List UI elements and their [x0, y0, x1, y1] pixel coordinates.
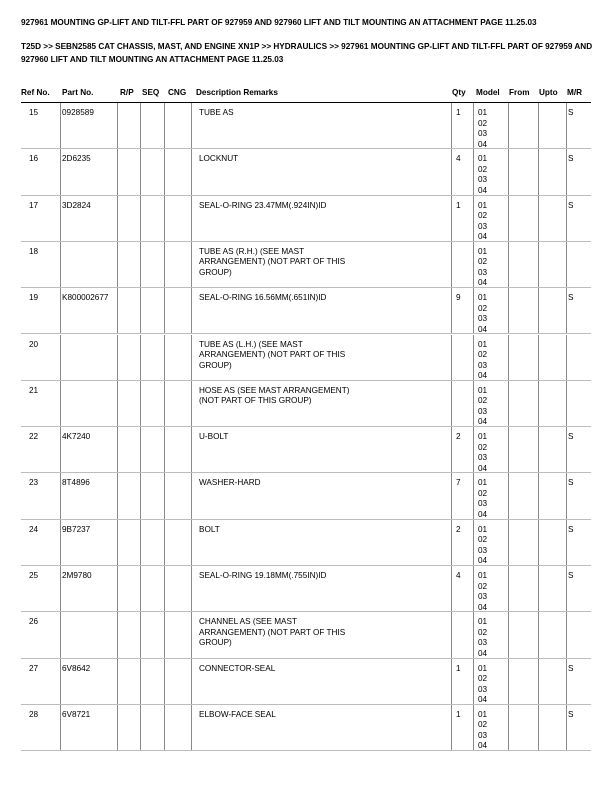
column-divider [117, 520, 118, 566]
column-divider [117, 427, 118, 473]
header-rp: R/P [120, 88, 134, 97]
column-divider [117, 196, 118, 242]
table-row [21, 705, 591, 751]
column-divider [451, 381, 452, 427]
ref-no-cell: 22 [29, 432, 39, 442]
column-divider [451, 288, 452, 334]
column-divider [164, 335, 165, 381]
model-cell [478, 386, 487, 428]
table-row [21, 242, 591, 288]
column-divider [60, 149, 61, 195]
column-divider [117, 288, 118, 334]
column-divider [164, 288, 165, 334]
column-divider [451, 335, 452, 381]
model-code: 04 [478, 371, 488, 380]
table-row [21, 473, 591, 519]
column-divider [508, 427, 509, 473]
row-divider [21, 750, 591, 751]
ref-no-cell: 20 [29, 339, 39, 349]
column-divider [191, 520, 192, 566]
header-seq: SEQ [142, 88, 160, 97]
header-description: Description Remarks [196, 88, 278, 97]
mr-cell: S [568, 293, 574, 303]
column-divider [117, 473, 118, 519]
column-divider [140, 473, 141, 519]
column-divider [117, 149, 118, 195]
column-divider [60, 659, 61, 705]
column-divider [117, 566, 118, 612]
ref-no-cell: 27 [29, 663, 39, 673]
ref-no-cell: 18 [29, 246, 39, 256]
part-no-cell: 8T4896 [62, 478, 90, 488]
column-divider [140, 381, 141, 427]
model-code: 04 [478, 185, 488, 195]
column-divider [164, 196, 165, 242]
model-code: 01 [478, 200, 488, 210]
header-ref-no: Ref No. [21, 88, 50, 97]
column-divider [566, 381, 567, 427]
column-divider [508, 381, 509, 427]
model-code: 03 [478, 545, 488, 555]
description-cell: HOSE AS (SEE MAST ARRANGEMENT) (NOT PART OF THIS GROUP) [199, 385, 350, 406]
model-code: 03 [478, 684, 488, 694]
column-divider [191, 473, 192, 519]
part-no-cell: 9B7237 [62, 524, 91, 534]
column-divider [60, 288, 61, 334]
table-row [21, 381, 591, 427]
model-code: 01 [478, 571, 488, 580]
column-divider [473, 196, 474, 242]
model-code: 03 [478, 499, 488, 509]
description-cell: U-BOLT [199, 432, 229, 442]
column-divider [191, 242, 192, 288]
table-row [21, 427, 591, 473]
column-divider [164, 705, 165, 751]
column-divider [473, 659, 474, 705]
column-divider [140, 566, 141, 612]
model-code: 04 [478, 139, 488, 149]
column-divider [451, 427, 452, 473]
column-divider [473, 520, 474, 566]
model-code: 02 [478, 164, 488, 174]
column-divider [566, 473, 567, 519]
model-code: 03 [478, 453, 488, 463]
column-divider [191, 196, 192, 242]
model-code: 03 [478, 175, 488, 185]
column-divider [473, 103, 474, 149]
column-divider [451, 612, 452, 658]
model-code: 02 [478, 211, 488, 221]
column-divider [473, 473, 474, 519]
column-divider [60, 520, 61, 566]
description-cell: WASHER-HARD [199, 478, 261, 488]
part-no-cell: K800002677 [62, 293, 109, 303]
column-divider [140, 659, 141, 705]
column-divider [60, 335, 61, 381]
model-code: 04 [478, 324, 488, 334]
column-divider [508, 566, 509, 612]
header-part-no: Part No. [62, 88, 94, 97]
column-divider [140, 242, 141, 288]
column-divider [451, 242, 452, 288]
mr-cell: S [568, 571, 574, 580]
model-code: 01 [478, 663, 488, 673]
part-no-cell: 0928589 [62, 108, 94, 117]
header-qty: Qty [452, 88, 466, 97]
column-divider [164, 566, 165, 612]
column-divider [164, 149, 165, 195]
table-row [21, 612, 591, 658]
column-divider [451, 520, 452, 566]
model-code: 01 [478, 108, 488, 117]
qty-cell: 1 [456, 200, 461, 210]
model-cell [478, 340, 487, 382]
column-divider [508, 335, 509, 381]
model-code: 04 [478, 648, 488, 658]
column-divider [566, 196, 567, 242]
column-divider [538, 612, 539, 658]
model-cell [478, 432, 487, 474]
description-cell: ELBOW-FACE SEAL [199, 709, 276, 719]
header-from: From [509, 88, 530, 97]
model-code: 03 [478, 360, 488, 370]
qty-cell: 2 [456, 432, 461, 442]
qty-cell: 1 [456, 108, 461, 117]
column-divider [191, 427, 192, 473]
column-divider [60, 705, 61, 751]
column-divider [164, 520, 165, 566]
column-divider [538, 659, 539, 705]
column-divider [508, 612, 509, 658]
column-divider [451, 705, 452, 751]
table-row [21, 335, 591, 381]
model-code: 01 [478, 709, 488, 719]
column-divider [473, 149, 474, 195]
column-divider [508, 473, 509, 519]
column-divider [538, 242, 539, 288]
column-divider [140, 612, 141, 658]
model-cell [478, 617, 487, 659]
header-model: Model [476, 88, 500, 97]
column-divider [508, 659, 509, 705]
model-code: 03 [478, 314, 488, 324]
column-divider [508, 196, 509, 242]
column-divider [117, 242, 118, 288]
model-code: 01 [478, 617, 488, 627]
part-no-cell: 6V8642 [62, 663, 91, 673]
model-code: 02 [478, 581, 488, 591]
model-code: 04 [478, 695, 488, 705]
table-row [21, 196, 591, 242]
model-code: 01 [478, 385, 488, 395]
description-cell: CHANNEL AS (SEE MAST ARRANGEMENT) (NOT PART OF THIS GROUP) [199, 617, 346, 648]
column-divider [538, 288, 539, 334]
mr-cell: S [568, 709, 574, 719]
column-divider [117, 381, 118, 427]
ref-no-cell: 15 [29, 108, 39, 117]
description-cell: LOCKNUT [199, 154, 239, 164]
column-divider [508, 149, 509, 195]
column-divider [117, 335, 118, 381]
model-code: 02 [478, 720, 488, 730]
mr-cell: S [568, 663, 574, 673]
ref-no-cell: 25 [29, 571, 39, 580]
model-code: 04 [478, 509, 488, 519]
description-cell: SEAL-O-RING 19.18MM(.755IN)ID [199, 571, 327, 580]
column-divider [566, 659, 567, 705]
column-divider [538, 103, 539, 149]
model-cell [478, 525, 487, 567]
column-divider [140, 103, 141, 149]
column-divider [473, 288, 474, 334]
model-code: 02 [478, 257, 488, 267]
model-code: 03 [478, 267, 488, 277]
mr-cell: S [568, 478, 574, 488]
qty-cell: 2 [456, 524, 461, 534]
qty-cell: 4 [456, 154, 461, 164]
header-cng: CNG [168, 88, 187, 97]
model-code: 02 [478, 442, 488, 452]
part-no-cell: 6V8721 [62, 709, 91, 719]
ref-no-cell: 24 [29, 524, 39, 534]
model-cell [478, 201, 487, 243]
description-cell: TUBE AS [199, 108, 234, 117]
column-divider [566, 520, 567, 566]
qty-cell: 4 [456, 571, 461, 580]
column-divider [191, 288, 192, 334]
column-divider [473, 242, 474, 288]
mr-cell: S [568, 524, 574, 534]
ref-no-cell: 19 [29, 293, 39, 303]
model-code: 02 [478, 118, 488, 128]
column-divider [473, 335, 474, 381]
column-divider [164, 427, 165, 473]
model-code: 03 [478, 406, 488, 416]
column-divider [140, 196, 141, 242]
model-code: 03 [478, 129, 488, 138]
part-no-cell: 2D6235 [62, 154, 91, 164]
model-cell [478, 664, 487, 706]
column-divider [451, 473, 452, 519]
column-divider [60, 566, 61, 612]
column-divider [60, 612, 61, 658]
model-cell [478, 478, 487, 520]
column-divider [117, 103, 118, 149]
column-divider [508, 288, 509, 334]
column-divider [164, 659, 165, 705]
column-divider [473, 566, 474, 612]
column-divider [117, 659, 118, 705]
qty-cell: 1 [456, 663, 461, 673]
model-cell [478, 571, 487, 613]
ref-no-cell: 17 [29, 200, 39, 210]
model-code: 01 [478, 154, 488, 164]
model-code: 02 [478, 488, 488, 498]
column-divider [538, 196, 539, 242]
column-divider [140, 149, 141, 195]
column-divider [566, 705, 567, 751]
ref-no-cell: 23 [29, 478, 39, 488]
column-divider [538, 335, 539, 381]
model-code: 04 [478, 602, 488, 612]
model-code: 02 [478, 303, 488, 313]
column-divider [191, 335, 192, 381]
model-code: 03 [478, 730, 488, 740]
breadcrumb: T25D >> SEBN2585 CAT CHASSIS, MAST, AND ENGINE XN1P >> HYDRAULICS >> 927961 MOUNTING GP-LIFT AND TILT-FFL PART OF 927959 AND 927960 LIFT AND TILT MOUNTING AN ATTACHMENT PAGE 11.25.03 [21, 42, 593, 64]
ref-no-cell: 21 [29, 385, 39, 395]
model-code: 01 [478, 524, 488, 534]
column-divider [538, 427, 539, 473]
header-upto: Upto [539, 88, 558, 97]
model-code: 04 [478, 463, 488, 473]
column-divider [140, 427, 141, 473]
column-divider [566, 288, 567, 334]
part-no-cell: 3D2824 [62, 200, 91, 210]
model-cell [478, 247, 487, 289]
column-divider [60, 473, 61, 519]
header-mr: M/R [567, 88, 583, 97]
model-code: 02 [478, 627, 488, 637]
model-code: 03 [478, 221, 488, 231]
model-code: 03 [478, 638, 488, 648]
mr-cell: S [568, 200, 574, 210]
column-divider [140, 520, 141, 566]
column-divider [140, 335, 141, 381]
column-divider [566, 242, 567, 288]
model-code: 01 [478, 246, 488, 256]
model-code: 01 [478, 293, 488, 303]
model-code: 04 [478, 556, 488, 566]
qty-cell: 7 [456, 478, 461, 488]
column-divider [538, 473, 539, 519]
column-divider [473, 427, 474, 473]
column-divider [508, 520, 509, 566]
column-divider [538, 149, 539, 195]
column-divider [117, 612, 118, 658]
model-code: 04 [478, 741, 488, 751]
column-divider [508, 705, 509, 751]
column-divider [60, 103, 61, 149]
column-divider [538, 520, 539, 566]
column-divider [538, 566, 539, 612]
page-title: 927961 MOUNTING GP-LIFT AND TILT-FFL PART OF 927959 AND 927960 LIFT AND TILT MOUNTING AN ATTACHMENT PAGE 11.25.03 [21, 18, 537, 27]
column-divider [60, 242, 61, 288]
model-cell [478, 108, 487, 150]
column-divider [538, 705, 539, 751]
column-divider [140, 705, 141, 751]
model-code: 02 [478, 350, 488, 359]
model-code: 04 [478, 417, 488, 427]
column-divider [164, 612, 165, 658]
column-divider [451, 659, 452, 705]
qty-cell: 9 [456, 293, 461, 303]
model-code: 01 [478, 478, 488, 488]
column-divider [60, 196, 61, 242]
part-no-cell: 4K7240 [62, 432, 91, 442]
column-divider [164, 381, 165, 427]
model-code: 04 [478, 232, 488, 242]
column-divider [164, 103, 165, 149]
table-row [21, 566, 591, 612]
column-divider [508, 103, 509, 149]
model-cell [478, 154, 487, 196]
column-divider [566, 335, 567, 381]
table-row [21, 659, 591, 705]
table-row [21, 103, 591, 149]
table-row [21, 149, 591, 195]
column-divider [451, 196, 452, 242]
mr-cell: S [568, 108, 574, 117]
ref-no-cell: 28 [29, 709, 39, 719]
column-divider [191, 705, 192, 751]
column-divider [566, 103, 567, 149]
column-divider [191, 612, 192, 658]
table-row [21, 520, 591, 566]
column-divider [60, 381, 61, 427]
column-divider [117, 705, 118, 751]
column-divider [566, 427, 567, 473]
column-divider [191, 149, 192, 195]
description-cell: SEAL-O-RING 23.47MM(.924IN)ID [199, 200, 327, 210]
column-divider [451, 149, 452, 195]
description-cell: SEAL-O-RING 16.56MM(.651IN)ID [199, 293, 327, 303]
column-divider [566, 612, 567, 658]
model-cell [478, 710, 487, 752]
column-divider [191, 566, 192, 612]
mr-cell: S [568, 154, 574, 164]
model-code: 02 [478, 535, 488, 545]
ref-no-cell: 26 [29, 617, 39, 627]
part-no-cell: 2M9780 [62, 571, 92, 580]
column-divider [164, 473, 165, 519]
column-divider [191, 381, 192, 427]
model-code: 02 [478, 674, 488, 684]
model-code: 02 [478, 396, 488, 406]
column-divider [451, 103, 452, 149]
qty-cell: 1 [456, 709, 461, 719]
column-divider [191, 659, 192, 705]
model-code: 04 [478, 278, 488, 288]
column-divider [473, 381, 474, 427]
column-divider [451, 566, 452, 612]
ref-no-cell: 16 [29, 154, 39, 164]
column-divider [566, 566, 567, 612]
description-cell: TUBE AS (R.H.) (SEE MAST ARRANGEMENT) (NOT PART OF THIS GROUP) [199, 246, 346, 277]
model-code: 03 [478, 592, 488, 601]
column-divider [191, 103, 192, 149]
description-cell: BOLT [199, 524, 220, 534]
column-divider [473, 612, 474, 658]
column-divider [60, 427, 61, 473]
model-cell [478, 293, 487, 335]
column-divider [473, 705, 474, 751]
column-divider [538, 381, 539, 427]
description-cell: TUBE AS (L.H.) (SEE MAST ARRANGEMENT) (NOT PART OF THIS GROUP) [199, 339, 346, 370]
column-divider [566, 149, 567, 195]
mr-cell: S [568, 432, 574, 442]
model-code: 01 [478, 339, 488, 349]
model-code: 01 [478, 432, 488, 442]
column-divider [164, 242, 165, 288]
description-cell: CONNECTOR-SEAL [199, 663, 276, 673]
table-row [21, 288, 591, 334]
column-divider [140, 288, 141, 334]
column-divider [508, 242, 509, 288]
